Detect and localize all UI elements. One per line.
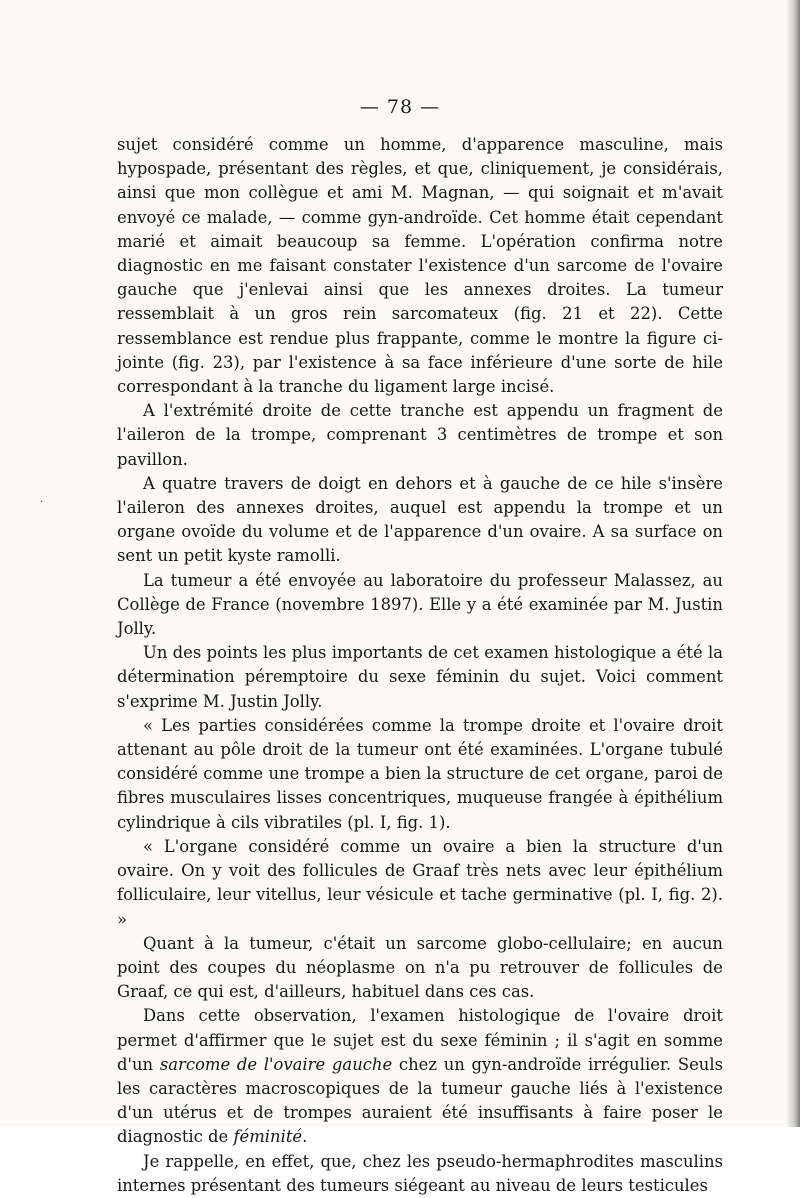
paragraph-2: A l'extrémité droite de cette tranche est appendu un fragment de l'aileron de la trompe, comprenant 3 centimètres de trompe et son pavillon.: [117, 401, 723, 469]
page-number: — 78 —: [359, 96, 441, 118]
page-edge-shadow: [786, 0, 800, 1127]
paragraph-8: Quant à la tumeur, c'était un sarcome globo-cellulaire; en aucun point des coupes du néoplasme on n'a pu retrouver de follicules de Graaf, ce qui est, d'ailleurs, habituel dans ces cas.: [117, 933, 723, 1002]
paragraph-3: A quatre travers de doigt en dehors et à gauche de ce hile s'insère l'aileron des annexes droites, auquel est appendu la trompe et un organe ovoïde du volume et de l'apparence d'un ovaire. A sa surface on sent un petit kyste ramolli.: [117, 473, 723, 566]
paragraph-6-quote: « Les parties considérées comme la trompe droite et l'ovaire droit attenant au pôle droit de la tumeur ont été examinées. L'organe tubulé considéré comme une trompe a bien la structure de cet organe, paroi de fibres musculaires lisses concentriques, muqueuse frangée à épithélium cylindrique à cils vibratiles (pl. I, fig. 1).: [117, 715, 723, 832]
paragraph-9-italic-diagnosis: sarcome de l'ovaire gauche: [159, 1054, 393, 1074]
paragraph-4: La tumeur a été envoyée au laboratoire du professeur Malassez, au Collège de France (novembre 1897). Elle y a été examinée par M. Justin Jolly.: [117, 570, 723, 639]
paragraph-7-quote: « L'organe considéré comme un ovaire a bien la structure d'un ovaire. On y voit des follicules de Graaf très nets avec leur épithélium folliculaire, leur vitellus, leur vésicule et tache germinative (pl. I, fig. 2). »: [117, 836, 723, 929]
body-text: [117, 133, 723, 1198]
paragraph-9-text-after: .: [302, 1127, 308, 1147]
paragraph-9-italic-feminite: féminité: [233, 1127, 303, 1147]
paragraph-9-text-middle: chez un gyn-androïde irrégulier. Seuls les caractères macroscopiques de la tumeur gauche liés à l'existence d'un utérus et de trompes auraient été insuffisants à faire poser le diagnostic de: [117, 1054, 723, 1147]
margin-mark: ·: [40, 497, 44, 508]
paragraph-9: [117, 1004, 723, 1149]
paragraph-5: Un des points les plus importants de cet examen histologique a été la détermination péremptoire du sexe féminin du sujet. Voici comment s'exprime M. Justin Jolly.: [117, 643, 723, 711]
paragraph-9-text-before: Dans cette observation, l'examen histologique de l'ovaire droit permet d'affirmer que le sujet est du sexe féminin ; il s'agit en somme d'un: [117, 1006, 723, 1074]
paragraph-1: sujet considéré comme un homme, d'apparence masculine, mais hypospade, présentant des règles, et que, cliniquement, je considérais, ainsi que mon collègue et ami M. Magnan, — qui soignait et m'avait envoyé ce malade, — comme gyn-androïde. Cet homme était cependant marié et aimait beaucoup sa femme. L'opération confirma notre diagnostic en me faisant constater l'existence d'un sarcome de l'ovaire gauche que j'enlevai ainsi que les annexes droites. La tumeur ressemblait à un gros rein sarcomateux (fig. 21 et 22). Cette ressemblance est rendue plus frappante, comme le montre la figure ci-jointe (fig. 23), par l'existence à sa face inférieure d'une sorte de hile correspondant à la tranche du ligament large incisé.: [117, 135, 723, 397]
paragraph-10: Je rappelle, en effet, que, chez les pseudo-hermaphrodites masculins internes présentant des tumeurs siégeant au niveau de leurs testicules: [117, 1151, 723, 1195]
